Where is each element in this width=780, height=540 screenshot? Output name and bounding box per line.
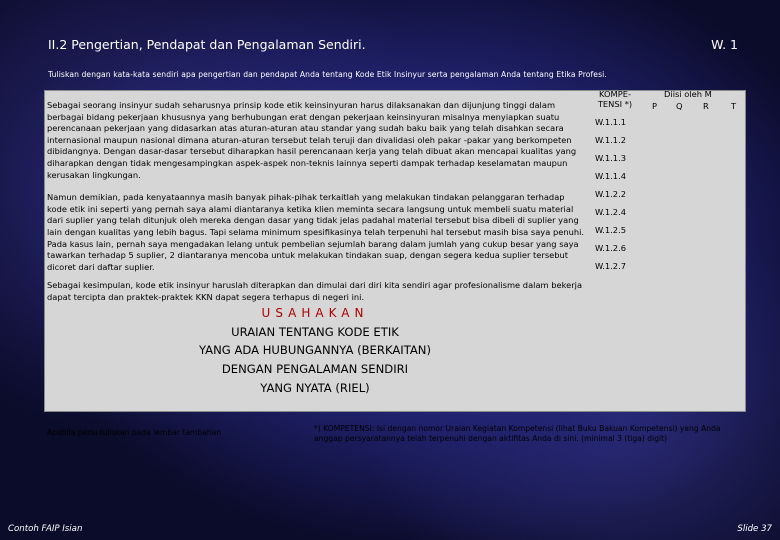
diisi-label: Diisi oleh M — [664, 89, 712, 99]
column-q: Q — [676, 101, 683, 111]
paragraph-experience-1: Sebagai seorang insinyur sudah seharusnya prinsip kode etik keinsinyuran harus dilaksanakan dan dijunjung tinggi dalam berbagai bidang pekerjaan khususnya yang berhubungan erat dengan pekerjaan keinsinyuran misalnya menyiapkan suatu perencanaan pekerjaan yang didasarkan atas aturan-aturan atau standar yang sudah baku baik yang telah disahkan secara internasional maupun nasional dimana aturan-aturan tersebut telah teruji dan divalidasi oleh pakar -pakar yang berkompeten dibidangnya. Dengan dasar-dasar tersebut diharapkan hasil perencanaan kerja yang telah dibuat akan mencapai kualitas yang diharapkan dengan tidak mengesampingkan aspek-aspek non-teknis lainnya seperti dampak terhadap keselamatan maupun kerusakan lingkungan. — [47, 100, 577, 180]
answer-text — [47, 100, 585, 273]
extra-sheet-note: Apabila perlu tuliskan pada lembar tambahan — [47, 428, 222, 437]
kompetensi-code: W.1.1.2 — [595, 135, 626, 145]
usaha-line: YANG ADA HUBUNGANNYA (BERKAITAN) — [198, 343, 431, 358]
paragraph-conclusion: Sebagai kesimpulan, kode etik insinyur haruslah diterapkan dan dimulai dari diri kita sendiri agar profesionalisme dalam bekerja dapat tercipta dan praktek-praktek KKN dapat segera terhapus di negeri ini. — [47, 280, 583, 302]
kompetensi-code: W.1.1.4 — [595, 171, 626, 181]
column-r: R — [703, 101, 709, 111]
kompetensi-code: W.1.2.2 — [595, 189, 626, 199]
usaha-callout — [120, 304, 510, 398]
kompetensi-code: W.1.2.6 — [595, 243, 626, 253]
kompetensi-code: W.1.1.3 — [595, 153, 626, 163]
slide-number: Slide 37 — [737, 524, 772, 534]
section-title: II.2 Pengertian, Pendapat dan Pengalaman Sendiri. — [48, 37, 366, 52]
usaha-line: URAIAN TENTANG KODE ETIK — [231, 324, 399, 339]
kompetensi-code: W.1.2.4 — [595, 207, 626, 217]
usaha-heading: USAHAKAN — [261, 306, 369, 320]
form-code: W. 1 — [711, 37, 738, 52]
footer-caption: Contoh FAIP Isian — [8, 524, 83, 534]
usaha-line: YANG NYATA (RIEL) — [260, 380, 370, 395]
kompetensi-code: W.1.2.7 — [595, 261, 626, 271]
column-p: P — [652, 101, 658, 111]
column-t: T — [731, 101, 737, 111]
kompetensi-code: W.1.2.5 — [595, 225, 626, 235]
kompetensi-header: KOMPE- TENSI *) — [597, 89, 633, 109]
instruction-text: Tuliskan dengan kata-kata sendiri apa pengertian dan pendapat Anda tentang Kode Etik Insinyur serta pengalaman Anda tentang Etika Profesi. — [48, 70, 607, 79]
kompetensi-footnote: *) KOMPETENSI: Isi dengan nomor Uraian Kegiatan Kompetensi (lihat Buku Bakuan Kompetensi) yang Anda anggap persyaratannya telah terpenuhi dengan aktifitas Anda di sini. (minimal 3 (tiga) digit) — [314, 424, 721, 444]
paragraph-experience-2: Namun demikian, pada kenyataannya masih banyak pihak-pihak terkaitlah yang melakukan tindakan pelanggaran terhadap kode etik ini seperti yang pernah saya alami diantaranya ketika klien meminta secara langsung untuk membeli suatu material dari suplier yang telah ditunjuk oleh mereka dengan dasar yang tidak jelas padahal material tersebut bisa dibeli di suplier yang lain dengan kualitas yang lebih bagus. Tapi selama minimum spesifikasinya telah terpenuhi hal tersebut masih bisa saya penuhi. Pada kasus lain, pernah saya mengadakan lelang untuk pembelian sejumlah barang dalam jumlah yang cukup besar yang saya tawarkan terhadap 5 suplier, 2 diantaranya mencoba untuk melakukan tindakan suap, dengan segera kedua suplier tersebut dicoret dari daftar suplier. — [47, 192, 585, 272]
kompetensi-code: W.1.1.1 — [595, 117, 626, 127]
usaha-line: DENGAN PENGALAMAN SENDIRI — [221, 362, 409, 377]
